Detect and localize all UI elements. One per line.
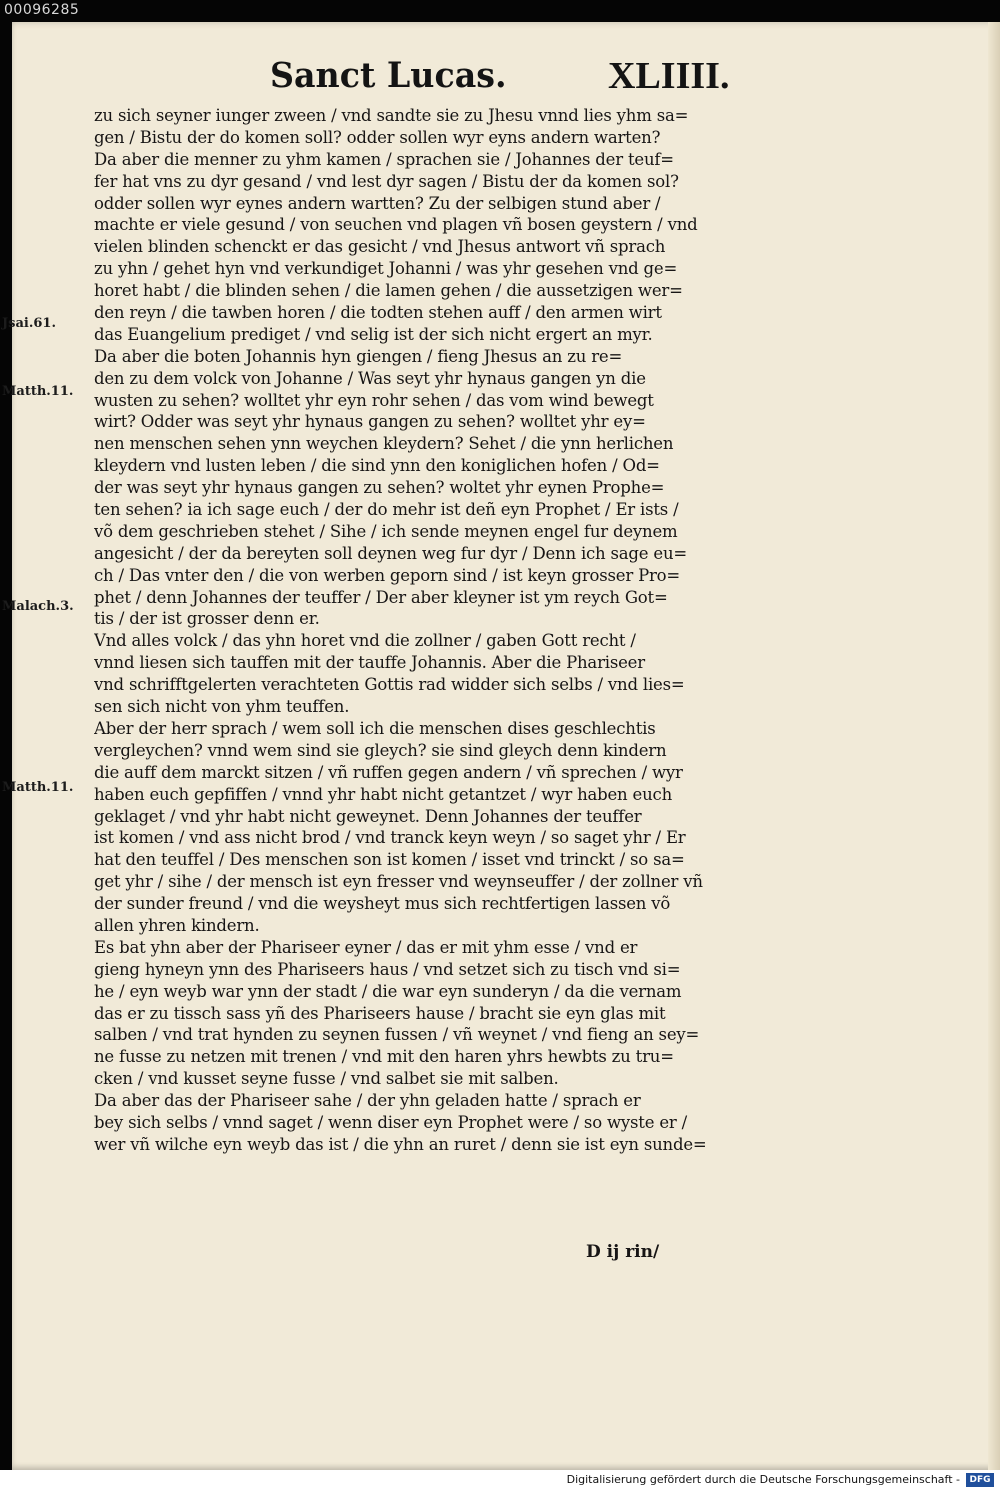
- text-line: angesicht / der da bereyten soll deynen weg fur dyr / Denn ich sage eu=: [94, 543, 688, 563]
- text-line: haben euch gepfiffen / vnnd yhr habt nicht getantzet / wyr haben euch: [94, 784, 672, 804]
- text-line: ch / Das vnter den / die von werben geporn sind / ist keyn grosser Pro=: [94, 565, 681, 585]
- text-line: wirt? Odder was seyt yhr hynaus gangen zu sehen? wolltet yhr ey=: [94, 412, 646, 432]
- text-line: gieng hyneyn ynn des Phariseers haus / vnd setzet sich zu tisch vnd si=: [94, 959, 681, 979]
- text-line: das Euangelium prediget / vnd selig ist der sich nicht ergert an myr.: [94, 324, 653, 344]
- body-text: [94, 105, 764, 1156]
- page-edge: [988, 22, 1000, 1470]
- text-line: vielen blinden schenckt er das gesicht / vnd Jhesus antwort vñ sprach: [94, 237, 666, 257]
- text-line: die auff dem marckt sitzen / vñ ruffen gegen andern / vñ sprechen / wyr: [94, 762, 683, 782]
- text-line: geklaget / vnd yhr habt nicht geweynet. Denn Johannes der teuffer: [94, 806, 642, 826]
- text-line: das er zu tissch sass yñ des Phariseers hause / bracht sie eyn glas mit: [94, 1003, 666, 1023]
- text-line: zu yhn / gehet hyn vnd verkundiget Johanni / was yhr gesehen vnd ge=: [94, 259, 678, 279]
- folio-number: XLIIII.: [608, 55, 730, 97]
- signature-mark: D ij rin/: [586, 1242, 660, 1262]
- text-line: Da aber die menner zu yhm kamen / sprachen sie / Johannes der teuf=: [94, 149, 674, 169]
- text-line: tis / der ist grosser denn er.: [94, 609, 320, 629]
- text-line: wusten zu sehen? wolltet yhr eyn rohr sehen / das vom wind bewegt: [94, 390, 654, 410]
- text-line: salben / vnd trat hynden zu seynen fussen / vñ weynet / vnd fieng an sey=: [94, 1025, 700, 1045]
- text-line: vnd schrifftgelerten verachteten Gottis rad widder sich selbs / vnd lies=: [94, 675, 685, 695]
- text-line: phet / denn Johannes der teuffer / Der aber kleyner ist ym reych Got=: [94, 587, 668, 607]
- text-line: der was seyt yhr hynaus gangen zu sehen? woltet yhr eynen Prophe=: [94, 478, 665, 498]
- text-line: vergleychen? vnnd wem sind sie gleych? sie sind gleych denn kindern: [94, 740, 667, 760]
- text-line: fer hat vns zu dyr gesand / vnd lest dyr sagen / Bistu der da komen sol?: [94, 171, 679, 191]
- text-line: get yhr / sihe / der mensch ist eyn fresser vnd weynseuffer / der zollner vñ: [94, 872, 703, 892]
- margin-note: Matth.11.: [2, 384, 74, 399]
- text-line: Vnd alles volck / das yhn horet vnd die zollner / gaben Gott recht /: [94, 631, 636, 651]
- text-line: allen yhren kindern.: [94, 915, 260, 935]
- text-line: cken / vnd kusset seyne fusse / vnd salbet sie mit salben.: [94, 1069, 559, 1089]
- text-line: Es bat yhn aber der Phariseer eyner / das er mit yhm esse / vnd er: [94, 937, 638, 957]
- text-line: gen / Bistu der do komen soll? odder sollen wyr eyns andern warten?: [94, 127, 661, 147]
- text-line: he / eyn weyb war ynn der stadt / die war eyn sunderyn / da die vernam: [94, 981, 682, 1001]
- text-line: ten sehen? ia ich sage euch / der do mehr ist deñ eyn Prophet / Er ists /: [94, 500, 679, 520]
- scan-id-label: 00096285: [4, 2, 80, 18]
- text-line: bey sich selbs / vnnd saget / wenn diser eyn Prophet were / so wyste er /: [94, 1112, 687, 1132]
- text-line: Aber der herr sprach / wem soll ich die menschen dises geschlechtis: [94, 718, 656, 738]
- margin-note: Jsai.61.: [2, 316, 56, 331]
- text-line: vnnd liesen sich tauffen mit der tauffe Johannis. Aber die Phariseer: [94, 653, 645, 673]
- text-line: ist komen / vnd ass nicht brod / vnd tranck keyn weyn / so saget yhr / Er: [94, 828, 686, 848]
- margin-note: Matth.11.: [2, 780, 74, 795]
- text-line: Da aber das der Phariseer sahe / der yhn geladen hatte / sprach er: [94, 1091, 641, 1111]
- text-line: der sunder freund / vnd die weysheyt mus sich rechtfertigen lassen võ: [94, 894, 671, 914]
- text-line: odder sollen wyr eynes andern wartten? Zu der selbigen stund aber /: [94, 193, 661, 213]
- text-line: wer vñ wilche eyn weyb das ist / die yhn an ruret / denn sie ist eyn sunde=: [94, 1134, 707, 1154]
- margin-note: Malach.3.: [2, 599, 74, 614]
- text-line: kleydern vnd lusten leben / die sind ynn den koniglichen hofen / Od=: [94, 456, 660, 476]
- text-line: horet habt / die blinden sehen / die lamen gehen / die aussetzigen wer=: [94, 281, 683, 301]
- running-title: Sanct Lucas.: [270, 55, 507, 96]
- text-line: den zu dem volck von Johanne / Was seyt yhr hynaus gangen yn die: [94, 368, 646, 388]
- funding-credit: Digitalisierung gefördert durch die Deutsche Forschungsgemeinschaft -: [566, 1473, 960, 1486]
- text-line: ne fusse zu netzen mit trenen / vnd mit den haren yhrs hewbts zu tru=: [94, 1047, 674, 1067]
- text-line: nen menschen sehen ynn weychen kleydern? Sehet / die ynn herlichen: [94, 434, 674, 454]
- text-line: zu sich seyner iunger zween / vnd sandte sie zu Jhesu vnnd lies yhm sa=: [94, 106, 689, 125]
- text-line: Da aber die boten Johannis hyn giengen / fieng Jhesus an zu re=: [94, 346, 623, 366]
- text-line: machte er viele gesund / von seuchen vnd plagen vñ bosen geystern / vnd: [94, 215, 698, 235]
- text-line: võ dem geschrieben stehet / Sihe / ich sende meynen engel fur deynem: [94, 521, 678, 541]
- text-line: hat den teuffel / Des menschen son ist komen / isset vnd trinckt / so sa=: [94, 850, 685, 870]
- footer-bar: [0, 1470, 1000, 1490]
- text-line: den reyn / die tawben horen / die todten stehen auff / den armen wirt: [94, 303, 662, 323]
- text-line: sen sich nicht von yhm teuffen.: [94, 697, 350, 717]
- dfg-logo-icon: DFG: [966, 1473, 994, 1487]
